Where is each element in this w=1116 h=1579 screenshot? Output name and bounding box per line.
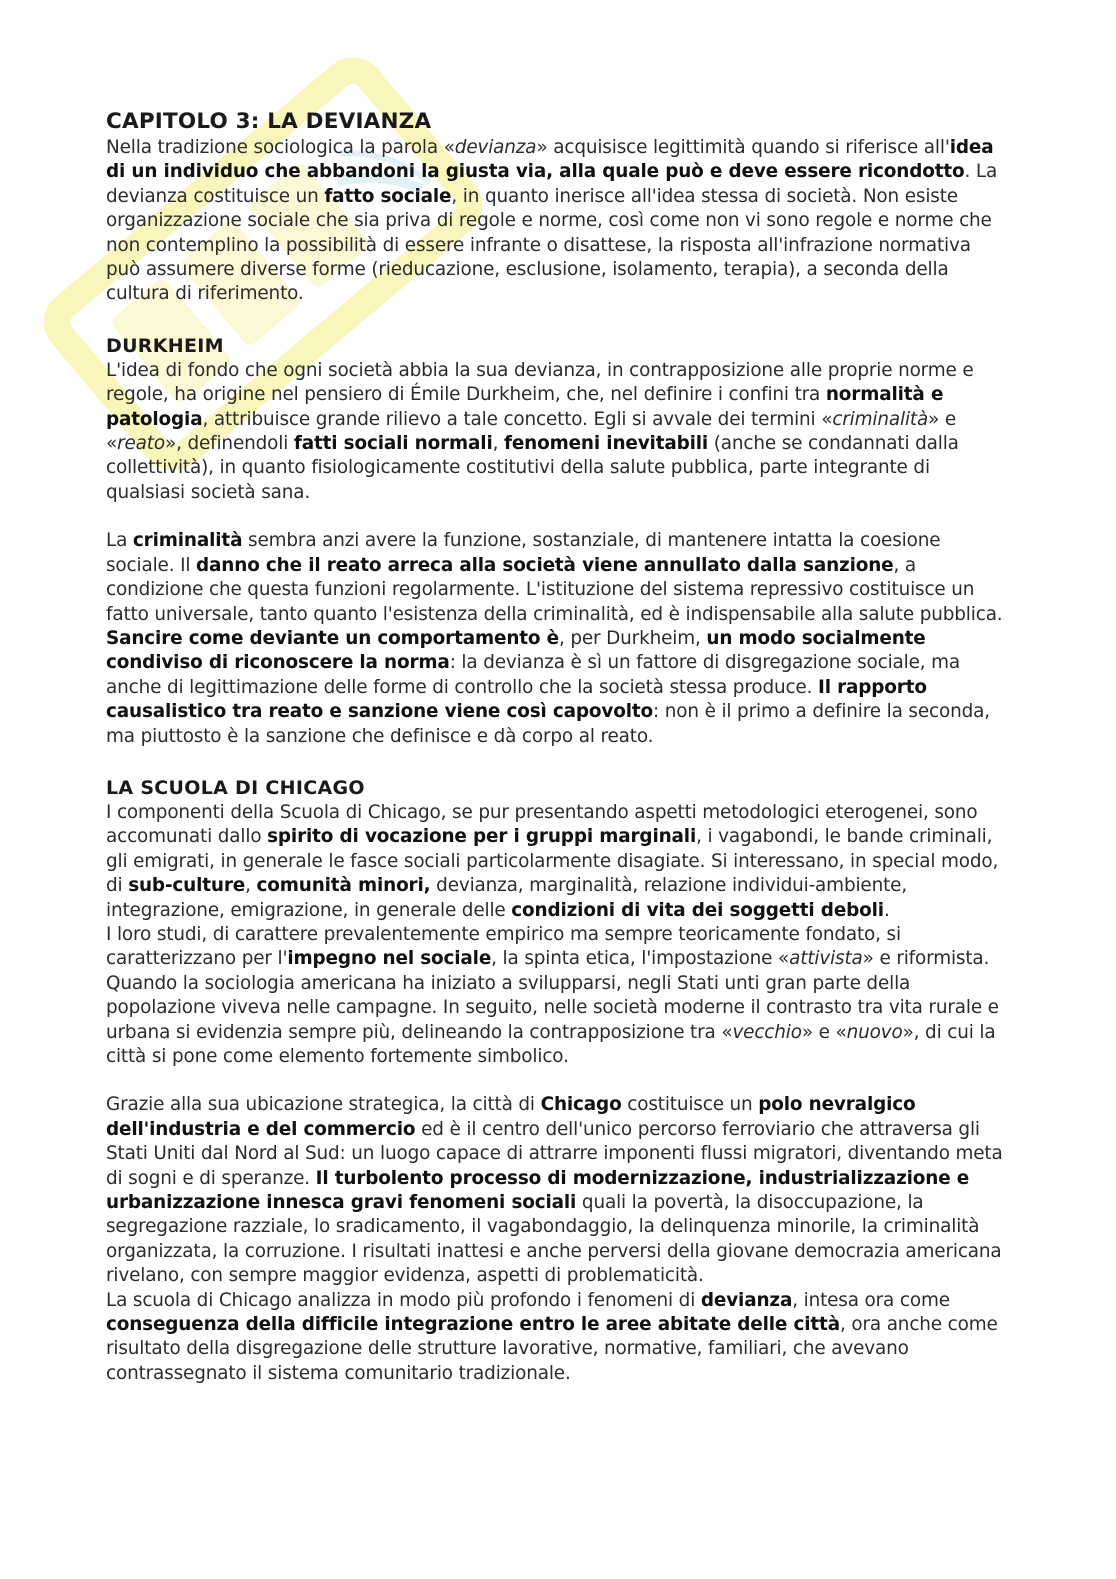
section-durkheim xyxy=(106,333,1006,749)
text-run: , per Durkheim, xyxy=(558,627,707,649)
paragraph xyxy=(106,801,1006,923)
section-heading: LA SCUOLA DI CHICAGO xyxy=(106,776,365,799)
text-run: , a condizione che questa funzioni regolarmente. L'istituzione del sistema repressivo costituisce un fatto universale, tanto quanto l'esistenza della criminalità, ed è indispensabile alla salute pubblica. xyxy=(106,554,1003,625)
text-run: I loro studi, di carattere prevalentemente empirico ma sempre teoricamente fondato, si caratterizzano per l' xyxy=(106,923,901,970)
italic-text: nuovo xyxy=(846,1021,903,1043)
text-run: La xyxy=(106,530,133,552)
bold-text: fatto sociale xyxy=(324,185,452,207)
bold-text: impegno nel sociale xyxy=(287,948,492,970)
text-run: », di cui la città si pone come elemento fortemente simbolico. xyxy=(106,1021,996,1067)
text-run: costituisce un xyxy=(621,1094,759,1116)
text-run: sembra anzi avere la funzione, sostanziale, di mantenere intatta la coesione sociale. Il xyxy=(106,530,941,576)
bold-text: fenomeni inevitabili xyxy=(504,433,709,455)
bold-text: Chicago xyxy=(540,1094,622,1116)
text-run: : non è il primo a definire la seconda, ma piuttosto è la sanzione che definisce e dà corpo al reato. xyxy=(106,701,990,747)
bold-text: sub-culture xyxy=(128,875,246,897)
italic-text: criminalità xyxy=(832,408,929,430)
bold-text: Il rapporto causalistico tra reato e sanzione viene così capovolto xyxy=(106,676,927,723)
text-run: , intesa ora come xyxy=(792,1289,950,1311)
bold-text: danno che il reato arreca alla società viene annullato dalla sanzione xyxy=(196,554,894,576)
italic-text: reato xyxy=(117,433,165,455)
bold-text: Sancire come deviante un comportamento è xyxy=(106,627,559,649)
text-run: , ora anche come risultato della disgregazione delle strutture lavorative, normative, familiari, che avevano contrassegnato il sistema comunitario tradizionale. xyxy=(106,1314,998,1384)
text-run: » acquisisce legittimità quando si riferisce all' xyxy=(536,137,950,158)
italic-text: attivista xyxy=(789,948,863,970)
text-run: . La devianza costituisce un xyxy=(106,161,998,207)
text-run: , xyxy=(492,433,504,455)
section-scuola-di-chicago xyxy=(106,775,1006,1386)
section-la-devianza xyxy=(106,108,1006,307)
bold-text: comunità minori, xyxy=(256,875,431,897)
text-run: La scuola di Chicago analizza in modo più profondo i fenomeni di xyxy=(106,1289,701,1311)
text-run: , attribuisce grande rilievo a tale concetto. Egli si avvale dei termini « xyxy=(202,408,833,430)
bold-text: condizioni di vita dei soggetti deboli xyxy=(511,899,884,921)
text-run: devianza, marginalità, relazione individui-ambiente, integrazione, emigrazione, in generale delle xyxy=(106,875,908,921)
chapter-title: CAPITOLO 3: LA DEVIANZA xyxy=(106,109,432,134)
text-run: I componenti della Scuola di Chicago, se pur presentando aspetti metodologici eterogenei, sono accomunati dallo xyxy=(106,801,978,848)
bold-text: polo nevralgico dell'industria e del commercio xyxy=(106,1094,916,1140)
text-run: quali la povertà, la disoccupazione, la segregazione razziale, lo sradicamento, il vagabondaggio, la delinquenza minorile, la criminalità organizzata, la corruzione. I risultati inattesi e anche perversi della giovane democrazia americana rivelano, con sempre maggior evidenza, aspetti di problematicità. xyxy=(106,1192,1002,1287)
bold-text: fatti sociali normali xyxy=(293,433,493,455)
text-run: ed è il centro dell'unico percorso ferroviario che attraversa gli Stati Uniti dal Nord al Sud: un luogo capace di attrarre imponenti flussi migratori, diventando meta di sogni e di speranze. xyxy=(106,1118,1003,1189)
text-run: (anche se condannati dalla collettività), in quanto fisiologicamente costitutivi della salute pubblica, parte integrante di qualsiasi società sana. xyxy=(106,433,959,503)
bold-text: conseguenza della difficile integrazione entro le aree abitate delle città xyxy=(106,1314,840,1336)
paragraph xyxy=(106,923,1006,1069)
document-page xyxy=(106,108,1006,1386)
text-run: » e « xyxy=(106,408,957,455)
paragraph xyxy=(106,627,1006,749)
bold-text: spirito di vocazione per i gruppi marginali xyxy=(267,826,697,848)
bold-text: criminalità xyxy=(132,530,243,552)
paragraph xyxy=(106,136,1006,307)
bold-text: normalità e patologia xyxy=(106,384,944,430)
text-run: » e riformista. Quando la sociologia americana ha iniziato a svilupparsi, negli Stati unti gran parte della popolazione viveva nelle campagne. In seguito, nelle società moderne il contrasto tra vita rurale e urbana si evidenzia sempre più, delineando la contrapposizione tra « xyxy=(106,948,999,1043)
paragraph xyxy=(106,1289,1006,1387)
text-run: , i vagabondi, le bande criminali, gli emigrati, in generale le fasce sociali particolarmente disagiate. Si interessano, in special modo, di xyxy=(106,826,999,897)
paragraph xyxy=(106,529,1006,627)
text-run: : la devianza è sì un fattore di disgregazione sociale, ma anche di legittimazione delle forme di controllo che la società stessa produce. xyxy=(106,652,961,698)
text-run: , la spinta etica, l'impostazione « xyxy=(491,948,790,970)
text-run: Nella tradizione sociologica la parola « xyxy=(106,137,455,158)
bold-text: devianza xyxy=(700,1289,793,1311)
text-run: , in quanto inerisce all'idea stessa di società. Non esiste organizzazione sociale che sia priva di regole e norme, così come non vi sono regole e norme che non contemplino la possibilità di essere infrante o disattese, la risposta all'infrazione normativa può assumere diverse forme (rieducazione, esclusione, isolamento, terapia), a seconda della cultura di riferimento. xyxy=(106,185,992,305)
italic-text: devianza xyxy=(454,137,537,158)
text-run: Grazie alla sua ubicazione strategica, la città di xyxy=(106,1094,541,1116)
italic-text: vecchio xyxy=(732,1021,802,1043)
text-run: » e « xyxy=(801,1021,847,1043)
text-run: L'idea di fondo che ogni società abbia la sua devianza, in contrapposizione alle proprie norme e regole, ha origine nel pensiero di Émile Durkheim, che, nel definire i confini tra xyxy=(106,359,974,406)
text-run: », definendoli xyxy=(164,433,294,455)
bold-text: idea di un individuo che abbandoni la giusta via, alla quale può e deve essere ricondotto xyxy=(106,137,994,183)
text-run: , xyxy=(245,875,257,897)
paragraph xyxy=(106,359,1006,505)
bold-text: Il turbolento processo di modernizzazione, industrializzazione e urbanizzazione innesca gravi fenomeni sociali xyxy=(106,1167,970,1214)
paragraph xyxy=(106,1093,1006,1288)
text-run: . xyxy=(883,899,890,921)
section-heading: DURKHEIM xyxy=(106,334,224,357)
bold-text: un modo socialmente condiviso di riconoscere la norma xyxy=(106,627,926,674)
